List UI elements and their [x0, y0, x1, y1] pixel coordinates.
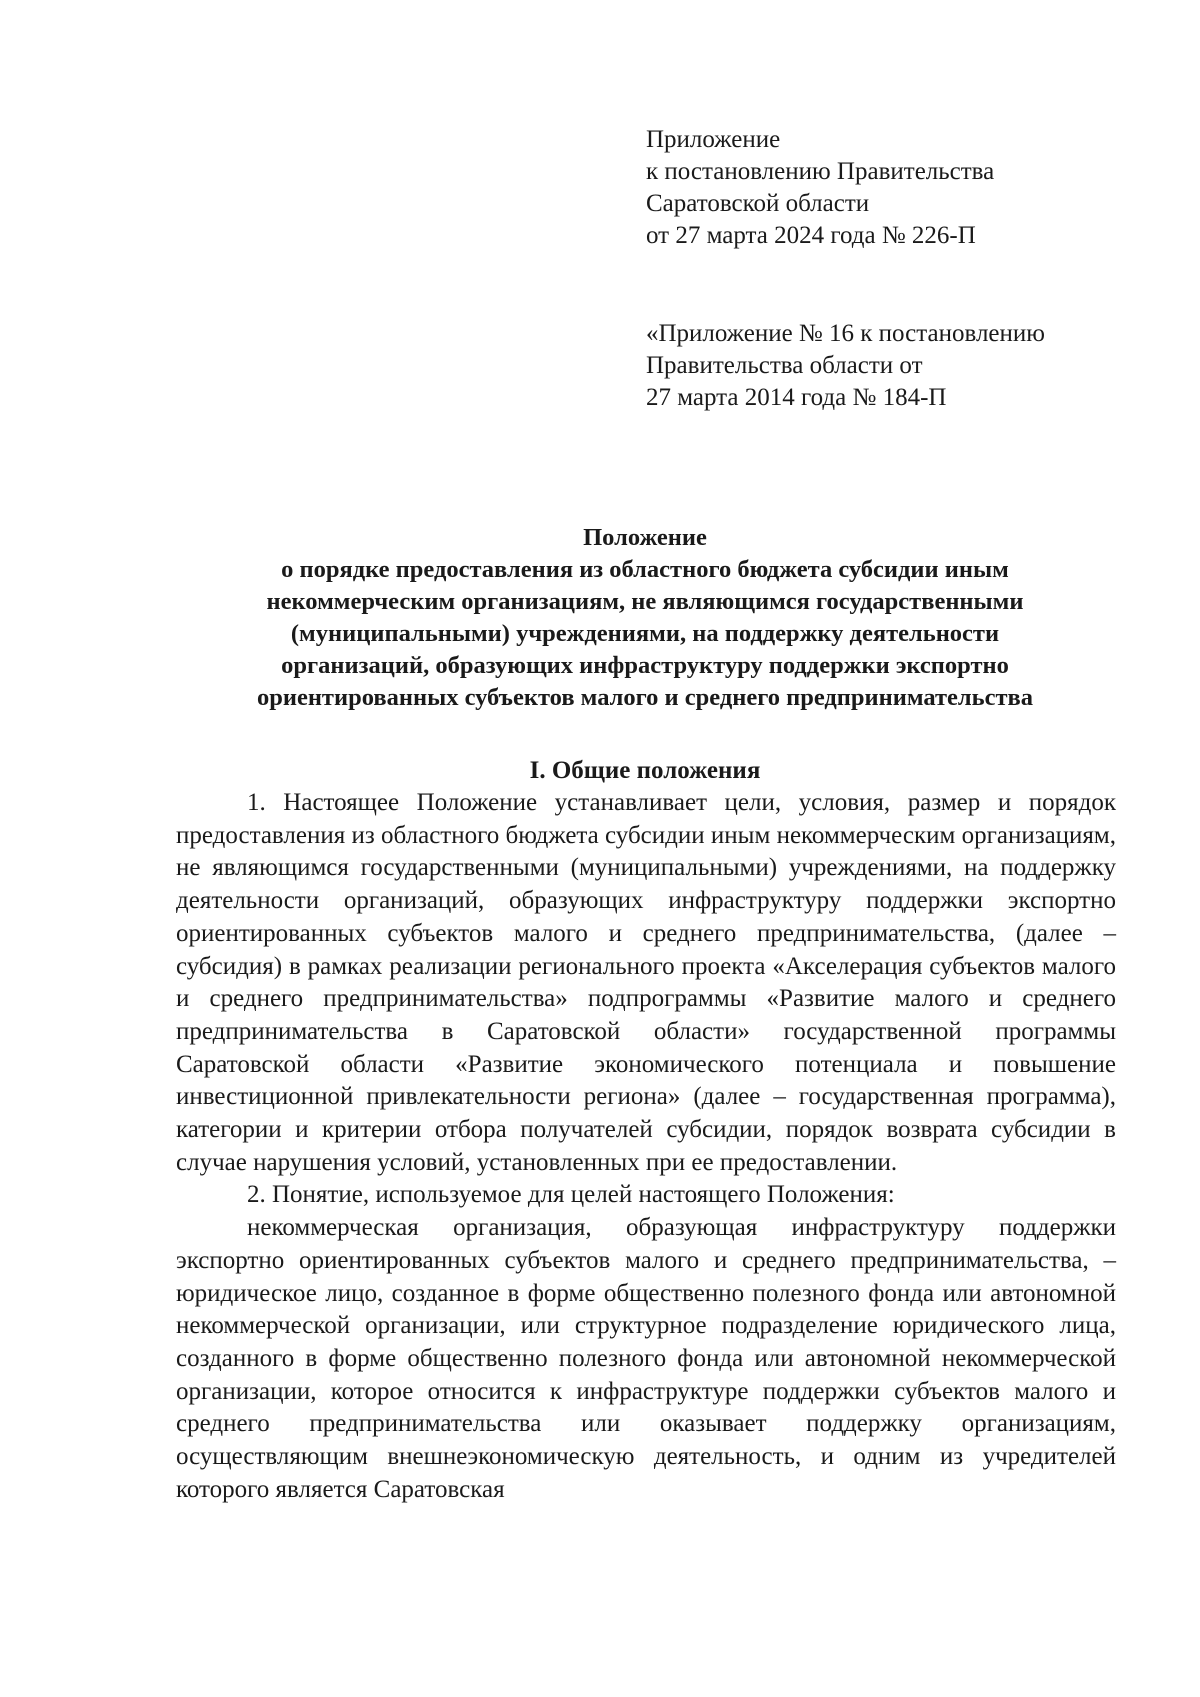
paragraph-1: 1. Настоящее Положение устанавливает цели, условия, размер и порядок предоставления из областного бюджета субсидии иным некоммерческим организациям, не являющимся государственными (муниципальными) учреждениями, на поддержку деятельности организаций, образующих инфраструктуру поддержки экспортно ориентированных субъектов малого и среднего предпринимательства, (далее – субсидия) в рамках реализации регионального проекта «Акселерация субъектов малого и среднего предпринимательства» подпрограммы «Развитие малого и среднего предпринимательства в Саратовской области» государственной программы Саратовской области «Развитие экономического потенциала и повышение инвестиционной привлекательности региона» (далее – государственная программа), категории и критерии отбора получателей субсидии, порядок возврата субсидии в случае нарушения условий, установленных при ее предоставлении.: [176, 789, 1116, 1176]
section-heading: I. Общие положения: [529, 757, 761, 784]
title-line: о порядке предоставления из областного бюджета субсидии иным: [281, 556, 1009, 583]
title-line: некоммерческим организациям, не являющимся государственными: [266, 588, 1024, 615]
appendix-line: «Приложение № 16 к постановлению: [646, 320, 1045, 347]
appendix-reference-original: [646, 318, 1045, 414]
appendix-line: 27 марта 2014 года № 184-П: [646, 384, 947, 411]
title-line: ориентированных субъектов малого и среднего предпринимательства: [256, 684, 1034, 711]
appendix-line: Правительства области от: [646, 352, 923, 379]
paragraph-2: 2. Понятие, используемое для целей настоящего Положения:: [247, 1181, 895, 1209]
title-line: (муниципальными) учреждениями, на поддержку деятельности: [290, 620, 1000, 647]
appendix-line: от 27 марта 2024 года № 226-П: [646, 222, 976, 249]
title-line: Положение: [583, 524, 707, 551]
appendix-reference-current: [646, 124, 994, 252]
appendix-line: к постановлению Правительства: [646, 158, 995, 185]
title-line: организаций, образующих инфраструктуру поддержки экспортно: [281, 652, 1009, 679]
paragraph-3: некоммерческая организация, образующая инфраструктуру поддержки экспортно ориентированных субъектов малого и среднего предпринимательства, – юридическое лицо, созданное в форме общественно полезного фонда или автономной некоммерческой организации, или структурное подразделение юридического лица, созданного в форме общественно полезного фонда или автономной некоммерческой организации, которое относится к инфраструктуре поддержки субъектов малого и среднего предпринимательства или оказывает поддержку организациям, осуществляющим внешнеэкономическую деятельность, и одним из учредителей которого является Саратовская: [176, 1214, 1116, 1503]
appendix-line: Приложение: [646, 126, 781, 153]
section-body: [176, 787, 1116, 1506]
appendix-line: Саратовской области: [646, 190, 870, 217]
document-title: [170, 522, 1120, 714]
